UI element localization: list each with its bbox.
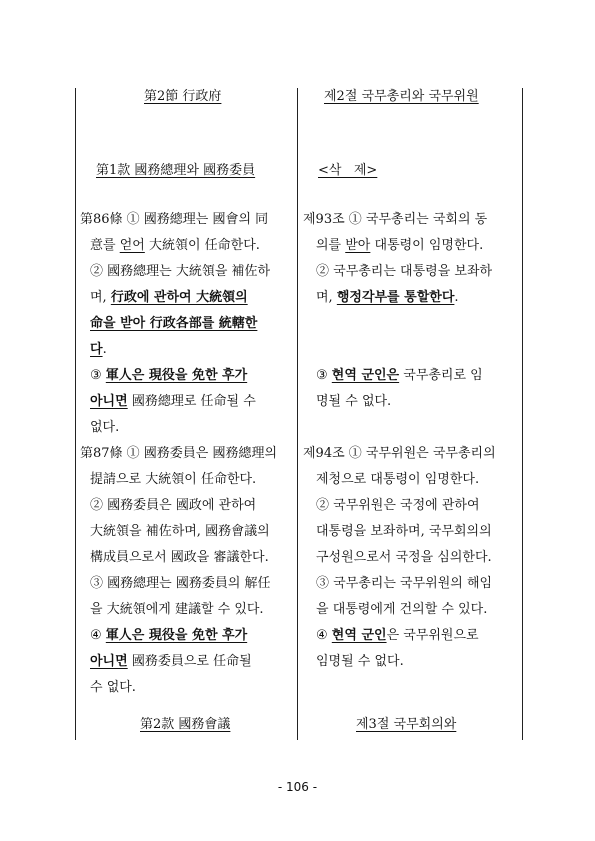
art94-line-7: 을 대통령에게 건의할 수 있다. [316, 602, 488, 617]
art94-line-8-a: ④ [316, 628, 332, 643]
art87-line-10: 수 없다. [90, 680, 136, 695]
left-section-title: 第2節 行政府 [144, 89, 222, 104]
art94-line-9: 임명될 수 없다. [316, 654, 404, 669]
art87-line-4: 大統領을 補佐하며, 國務會議의 [90, 524, 270, 539]
art94-line-6: ③ 국무총리는 국무위원의 해임 [316, 576, 493, 591]
art86-line-8-a: 아니면 [90, 394, 128, 409]
art86-line-8 [90, 389, 256, 415]
art86-line-3: ② 國務總理는 大統領을 補佐하 [90, 264, 271, 279]
art94-line-8-b: 현역 군인 [331, 628, 387, 643]
art93-line-1: 제93조 ① 국무총리는 국회의 동 [303, 212, 488, 227]
art93-line-5-b: 현역 군인은 [331, 368, 400, 383]
art86-line-1: 第86條 ① 國務總理는 國會의 同 [80, 212, 269, 227]
art94-line-5: 구성원으로서 국정을 심의한다. [316, 550, 492, 565]
art93-line-4-c: . [454, 290, 459, 305]
art93-line-2-c: 대통령이 임명한다. [370, 238, 484, 253]
art86-line-4-a: 며, [90, 290, 111, 305]
art94-line-8 [316, 623, 479, 649]
art94-line-3: ② 국무위원은 국정에 관하여 [316, 498, 480, 513]
art93-line-2-a: 의를 [316, 238, 346, 253]
art87-line-8 [90, 623, 247, 649]
art86-line-6-a: 다 [90, 342, 103, 357]
art87-line-8-a: ④ [90, 628, 106, 643]
art87-line-5: 構成員으로서 國政을 審議한다. [90, 550, 269, 565]
art86-line-2-b: 얻어 [119, 238, 145, 253]
art86-line-7-a: ③ [90, 368, 106, 383]
column-divider-line [297, 88, 298, 740]
deleted-marker: <삭 제> [318, 163, 378, 178]
art86-line-4 [90, 285, 248, 311]
art86-line-5: 命을 받아 行政各部를 統轄한 [90, 316, 258, 331]
left-subsection-title: 第1款 國務總理와 國務委員 [96, 163, 256, 178]
art93-line-2-b: 받아 [345, 238, 371, 253]
art86-line-2-a: 意를 [90, 238, 120, 253]
art93-line-3: ② 국무총리는 대통령을 보좌하 [316, 264, 493, 279]
page-number: - 106 - [277, 780, 318, 794]
art87-line-8-b: 軍人은 現役을 免한 후가 [105, 628, 248, 643]
art86-line-7 [90, 363, 247, 389]
art86-line-6 [90, 337, 107, 363]
art86-line-2 [90, 233, 260, 259]
right-section-title: 제2절 국무총리와 국무위원 [324, 89, 479, 104]
art86-line-7-b: 軍人은 現役을 免한 후가 [105, 368, 248, 383]
art87-line-3: ② 國務委員은 國政에 관하여 [90, 498, 257, 513]
art86-line-6-b: . [102, 342, 107, 357]
right-border-line [522, 88, 523, 740]
left-bottom-title: 第2款 國務會議 [140, 717, 231, 732]
art94-line-8-c: 은 국무위원으로 [386, 628, 479, 643]
art93-line-5 [316, 363, 483, 389]
art94-line-1: 제94조 ① 국무위원은 국무총리의 [303, 446, 496, 461]
left-border-line [75, 88, 76, 740]
art93-line-5-a: ③ [316, 368, 332, 383]
art93-line-5-c: 국무총리로 임 [399, 368, 483, 383]
art86-line-2-c: 大統領이 任命한다. [144, 238, 260, 253]
art93-line-2 [316, 233, 483, 259]
art94-line-4: 대통령을 보좌하며, 국무회의의 [316, 524, 492, 539]
art87-line-1: 第87條 ① 國務委員은 國務總理의 [80, 446, 278, 461]
art87-line-6: ③ 國務總理는 國務委員의 解任 [90, 576, 271, 591]
art87-line-9-a: 아니면 [90, 654, 128, 669]
art87-line-9 [90, 649, 252, 675]
art87-line-7: 을 大統領에게 建議할 수 있다. [90, 602, 264, 617]
art93-line-6: 명될 수 없다. [316, 394, 392, 409]
right-bottom-title: 제3절 국무회의와 [356, 717, 457, 732]
art93-line-4 [316, 285, 459, 311]
art93-line-4-b: 행정각부를 통할한다 [336, 290, 455, 305]
art93-line-4-a: 며, [316, 290, 337, 305]
art94-line-2: 제청으로 대통령이 임명한다. [316, 472, 480, 487]
art86-line-9: 없다. [90, 420, 120, 435]
art87-line-9-b: 國務委員으로 任命될 [127, 654, 252, 669]
art86-line-8-b: 國務總理로 任命될 수 [127, 394, 256, 409]
art87-line-2: 提請으로 大統領이 任命한다. [90, 472, 257, 487]
art86-line-4-b: 行政에 관하여 大統領의 [110, 290, 248, 305]
